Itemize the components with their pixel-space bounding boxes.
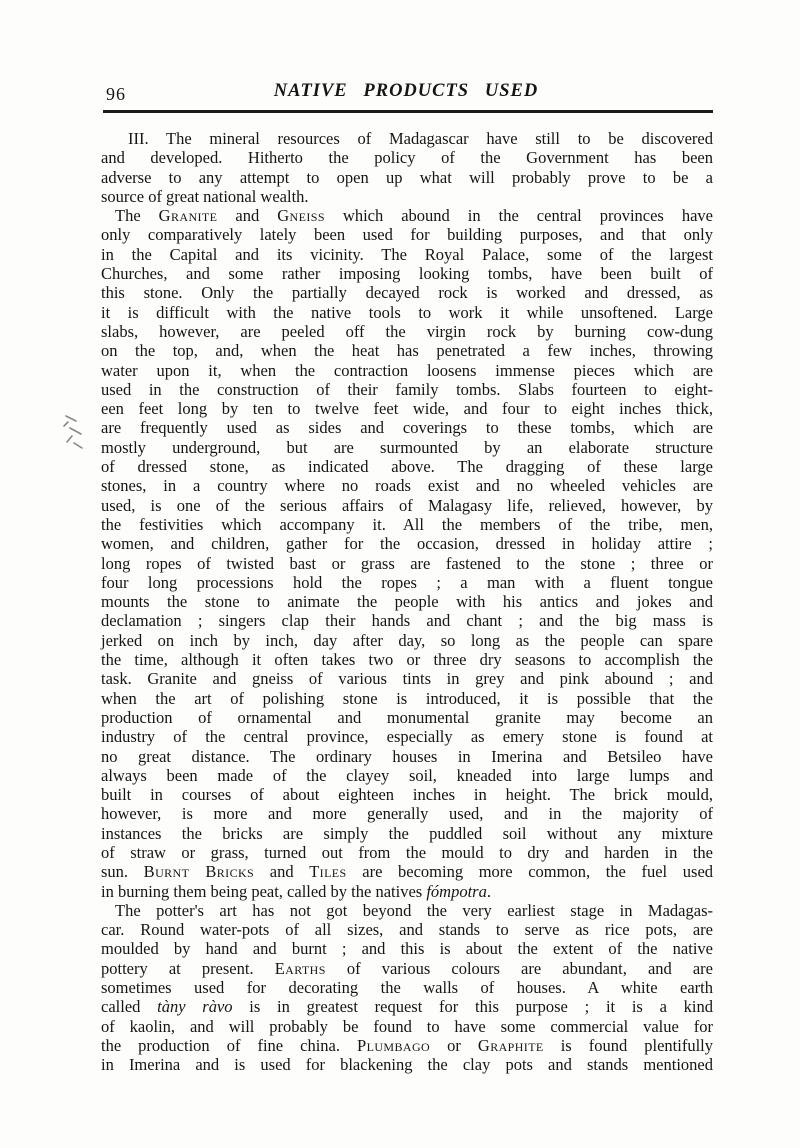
italic-term: tàny ràvo [157, 997, 233, 1017]
text-line: women, and children, gather for the occasion, dressed in holiday attire ; [101, 534, 713, 554]
text-block [101, 129, 713, 1075]
text-line: on the top, and, when the heat has penetrated a few inches, throwing [101, 341, 713, 361]
text-line: production of ornamental and monumental granite may become an [101, 707, 713, 727]
text-line: stones, in a country where no roads exist and no wheeled vehicles are [101, 476, 713, 496]
small-caps-term: Burnt Bricks [143, 862, 255, 882]
text-line: een feet long by ten to twelve feet wide, and four to eight inches thick, [101, 399, 713, 419]
text-line: slabs, however, are peeled off the virgin rock by burning cow-dung [101, 321, 713, 341]
running-title: NATIVE PRODUCTS USED [273, 81, 539, 101]
text-line: no great distance. The ordinary houses in Imerina and Betsileo have [101, 746, 713, 766]
text-line: of straw or grass, turned out from the mould to dry and harden in the [101, 842, 713, 862]
italic-term: fómpotra [426, 881, 487, 901]
text-line: moulded by hand and burnt ; and this is about the extent of the native [101, 939, 713, 959]
text-line: source of great national wealth. [101, 186, 309, 206]
text-line: declamation ; singers clap their hands and chant ; and the big mass is [101, 611, 713, 631]
text-line: used, is one of the serious affairs of Malagasy life, relieved, however, by [101, 495, 713, 515]
text-line: however, is more and more generally used, and in the majority of [101, 804, 713, 824]
text-line: built in courses of about eighteen inches in height. The brick mould, [101, 785, 713, 805]
page-number: 96 [106, 84, 126, 104]
text-line: only comparatively lately been used for building purposes, and that only [101, 225, 713, 245]
small-caps-term: Tiles [309, 862, 347, 882]
text-line: used in the construction of their family tombs. Slabs fourteen to eight- [101, 379, 713, 399]
text-line: four long processions hold the ropes ; a man with a fluent tongue [101, 572, 713, 592]
text-line: in Imerina and is used for blackening the clay pots and stands mentioned [101, 1055, 713, 1075]
text-line: industry of the central province, especially as emery stone is found at [101, 727, 713, 747]
text-line: water upon it, when the contraction loosens immense pieces which are [101, 360, 713, 380]
small-caps-term: Plumbago [357, 1035, 431, 1055]
text-line: long ropes of twisted bast or grass are fastened to the stone ; three or [101, 553, 713, 573]
text-line: instances the bricks are simply the puddled soil without any mixture [101, 823, 713, 843]
text-line: it is difficult with the native tools to work it while unsoftened. Large [101, 302, 713, 322]
text-line: are frequently used as sides and coverings to these tombs, which are [101, 418, 713, 438]
paragraph [101, 206, 713, 901]
text-line: the production of fine china. Plumbago or Graphite is found plentifully [101, 1035, 713, 1055]
text-line: sun. Burnt Bricks and Tiles are becoming more common, the fuel used [101, 862, 714, 882]
text-line: called tàny ràvo is in greatest request for this purpose ; it is a kind [101, 997, 714, 1017]
text-line: of kaolin, and will probably be found to have some commercial value for [101, 1016, 713, 1036]
text-line: always been made of the clayey soil, kneaded into large lumps and [101, 765, 713, 785]
text-line: The potter's art has not got beyond the very earliest stage in Madagas- [115, 900, 713, 920]
text-line: the festivities which accompany it. All the members of the tribe, men, [101, 514, 713, 534]
header-rule [103, 110, 713, 113]
text-line: car. Round water-pots of all sizes, and stands to serve as rice pots, are [101, 920, 713, 940]
text-line: III. The mineral resources of Madagascar have still to be discovered [128, 129, 713, 148]
text-line: Churches, and some rather imposing looking tombs, have been built of [101, 264, 713, 284]
paragraph [101, 129, 713, 206]
text-line: mounts the stone to animate the people with his antics and jokes and [101, 592, 713, 612]
small-caps-term: Earths [274, 958, 326, 978]
small-caps-term: Granite [158, 206, 218, 226]
text-line: and developed. Hitherto the policy of the Government has been [101, 148, 713, 168]
text-line: jerked on inch by inch, day after day, so long as the people can spare [101, 630, 713, 650]
text-line: when the art of polishing stone is introduced, it is possible that the [101, 688, 713, 708]
text-line: mostly underground, but are surmounted by an elaborate structure [101, 437, 713, 457]
small-caps-term: Gneiss [277, 206, 325, 226]
small-caps-term: Graphite [477, 1035, 544, 1055]
text-line: sometimes used for decorating the walls of houses. A white earth [101, 978, 713, 998]
text-line: in the Capital and its vicinity. The Royal Palace, some of the largest [101, 244, 713, 264]
text-line: adverse to any attempt to open up what will probably prove to be a [101, 167, 713, 187]
paragraph [101, 901, 713, 1075]
text-line: of dressed stone, as indicated above. The dragging of these large [101, 457, 713, 477]
text-line: pottery at present. Earths of various colours are abundant, and are [101, 958, 714, 978]
text-line: in burning them being peat, called by the natives fómpotra. [101, 881, 491, 901]
text-line: task. Granite and gneiss of various tints in grey and pink abound ; and [101, 669, 713, 689]
text-line: The Granite and Gneiss which abound in the central provinces have [115, 206, 714, 226]
pencil-squiggle-icon [62, 408, 92, 454]
text-line: the time, although it often takes two or three dry seasons to accomplish the [101, 650, 713, 670]
text-line: this stone. Only the partially decayed rock is worked and dressed, as [101, 283, 713, 303]
